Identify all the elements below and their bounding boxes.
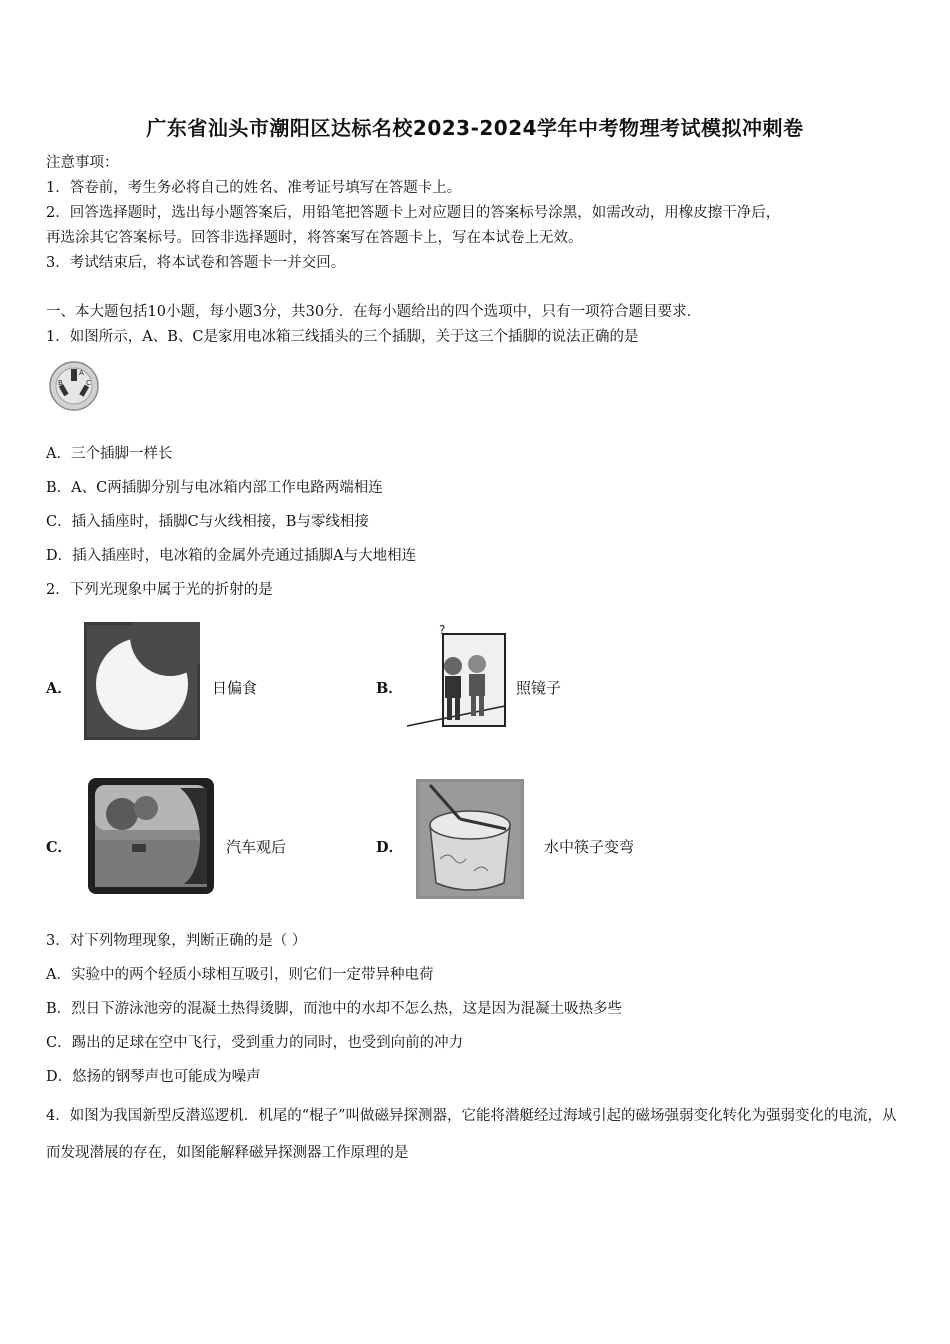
q1-option-d: D．插入插座时，电冰箱的金属外壳通过插脚A与大地相连 bbox=[46, 548, 417, 564]
q2-option-c-label: C． bbox=[46, 839, 73, 856]
q2-option-a-label: A． bbox=[46, 680, 72, 697]
bowl-chopsticks-image bbox=[416, 779, 524, 899]
note-item-3: 3．考试结束后，将本试卷和答题卡一并交回。 bbox=[46, 255, 346, 271]
q3-option-b: B．烈日下游泳池旁的混凝土热得烫脚，而池中的水却不怎么热，这是因为混凝土吸热多些 bbox=[46, 1001, 623, 1017]
q1-option-c: C．插入插座时，插脚C与火线相接，B与零线相接 bbox=[46, 514, 369, 530]
plug-label-c: C bbox=[86, 379, 91, 387]
bowl-rim bbox=[430, 811, 510, 839]
q3-option-d: D．悠扬的钢琴声也可能成为噪声 bbox=[46, 1069, 261, 1085]
mirror-image bbox=[405, 620, 513, 730]
car-mirror-image bbox=[88, 778, 214, 894]
q2-stem: 2．下列光现象中属于光的折射的是 bbox=[46, 582, 273, 598]
q1-option-b: B．A、C两插脚分别与电冰箱内部工作电路两端相连 bbox=[46, 480, 383, 496]
solar-eclipse-image bbox=[84, 622, 200, 740]
mirror-mark: ? bbox=[439, 623, 446, 637]
q2-option-b-caption: 照镜子 bbox=[516, 679, 562, 697]
note-item-1: 1．答卷前，考生务必将自己的姓名、准考证号填写在答题卡上。 bbox=[46, 180, 462, 196]
q3-option-a: A．实验中的两个轻质小球相互吸引，则它们一定带异种电荷 bbox=[46, 967, 434, 983]
q3-option-c: C．踢出的足球在空中飞行，受到重力的同时，也受到向前的冲力 bbox=[46, 1035, 464, 1051]
section-heading: 一、本大题包括10小题，每小题3分，共30分．在每小题给出的四个选项中，只有一项符合题目要求． bbox=[46, 304, 702, 320]
note-item-2: 2．回答选择题时，选出每小题答案后，用铅笔把答题卡上对应题目的答案标号涂黑，如需改动，用橡皮擦干净后， bbox=[46, 205, 781, 221]
q2-option-c-caption: 汽车观后 bbox=[226, 838, 287, 856]
pin-a bbox=[71, 369, 77, 381]
q2-option-d-caption: 水中筷子变弯 bbox=[544, 838, 635, 856]
exam-title: 广东省汕头市潮阳区达标名校2023-2024学年中考物理考试模拟冲刺卷 bbox=[146, 116, 804, 140]
plug-label-a: A bbox=[79, 369, 84, 377]
q2-option-a-caption: 日偏食 bbox=[212, 679, 258, 697]
plug-figure bbox=[46, 358, 102, 416]
note-item-2-cont: 再选涂其它答案标号。回答非选择题时，将答案写在答题卡上，写在本试卷上无效。 bbox=[46, 230, 583, 246]
notes-heading: 注意事项： bbox=[46, 155, 119, 171]
q2-option-b-label: B． bbox=[376, 680, 403, 697]
q1-stem: 1．如图所示，A、B、C是家用电冰箱三线插头的三个插脚，关于这三个插脚的说法正确的是 bbox=[46, 329, 639, 345]
q1-option-a: A．三个插脚一样长 bbox=[46, 446, 173, 462]
q3-stem: 3．对下列物理现象，判断正确的是（ ） bbox=[46, 933, 307, 949]
plug-label-b: B bbox=[58, 379, 63, 387]
q4-stem: 4．如图为我国新型反潜巡逻机．机尾的“棍子”叫做磁异探测器，它能将潜艇经过海域引起的磁场强弱变化转化为强弱变化的电流，从而发现潜展的存在，如图能解释磁异探测器工作原理的是 bbox=[46, 1108, 897, 1161]
q2-option-d-label: D． bbox=[376, 839, 404, 856]
